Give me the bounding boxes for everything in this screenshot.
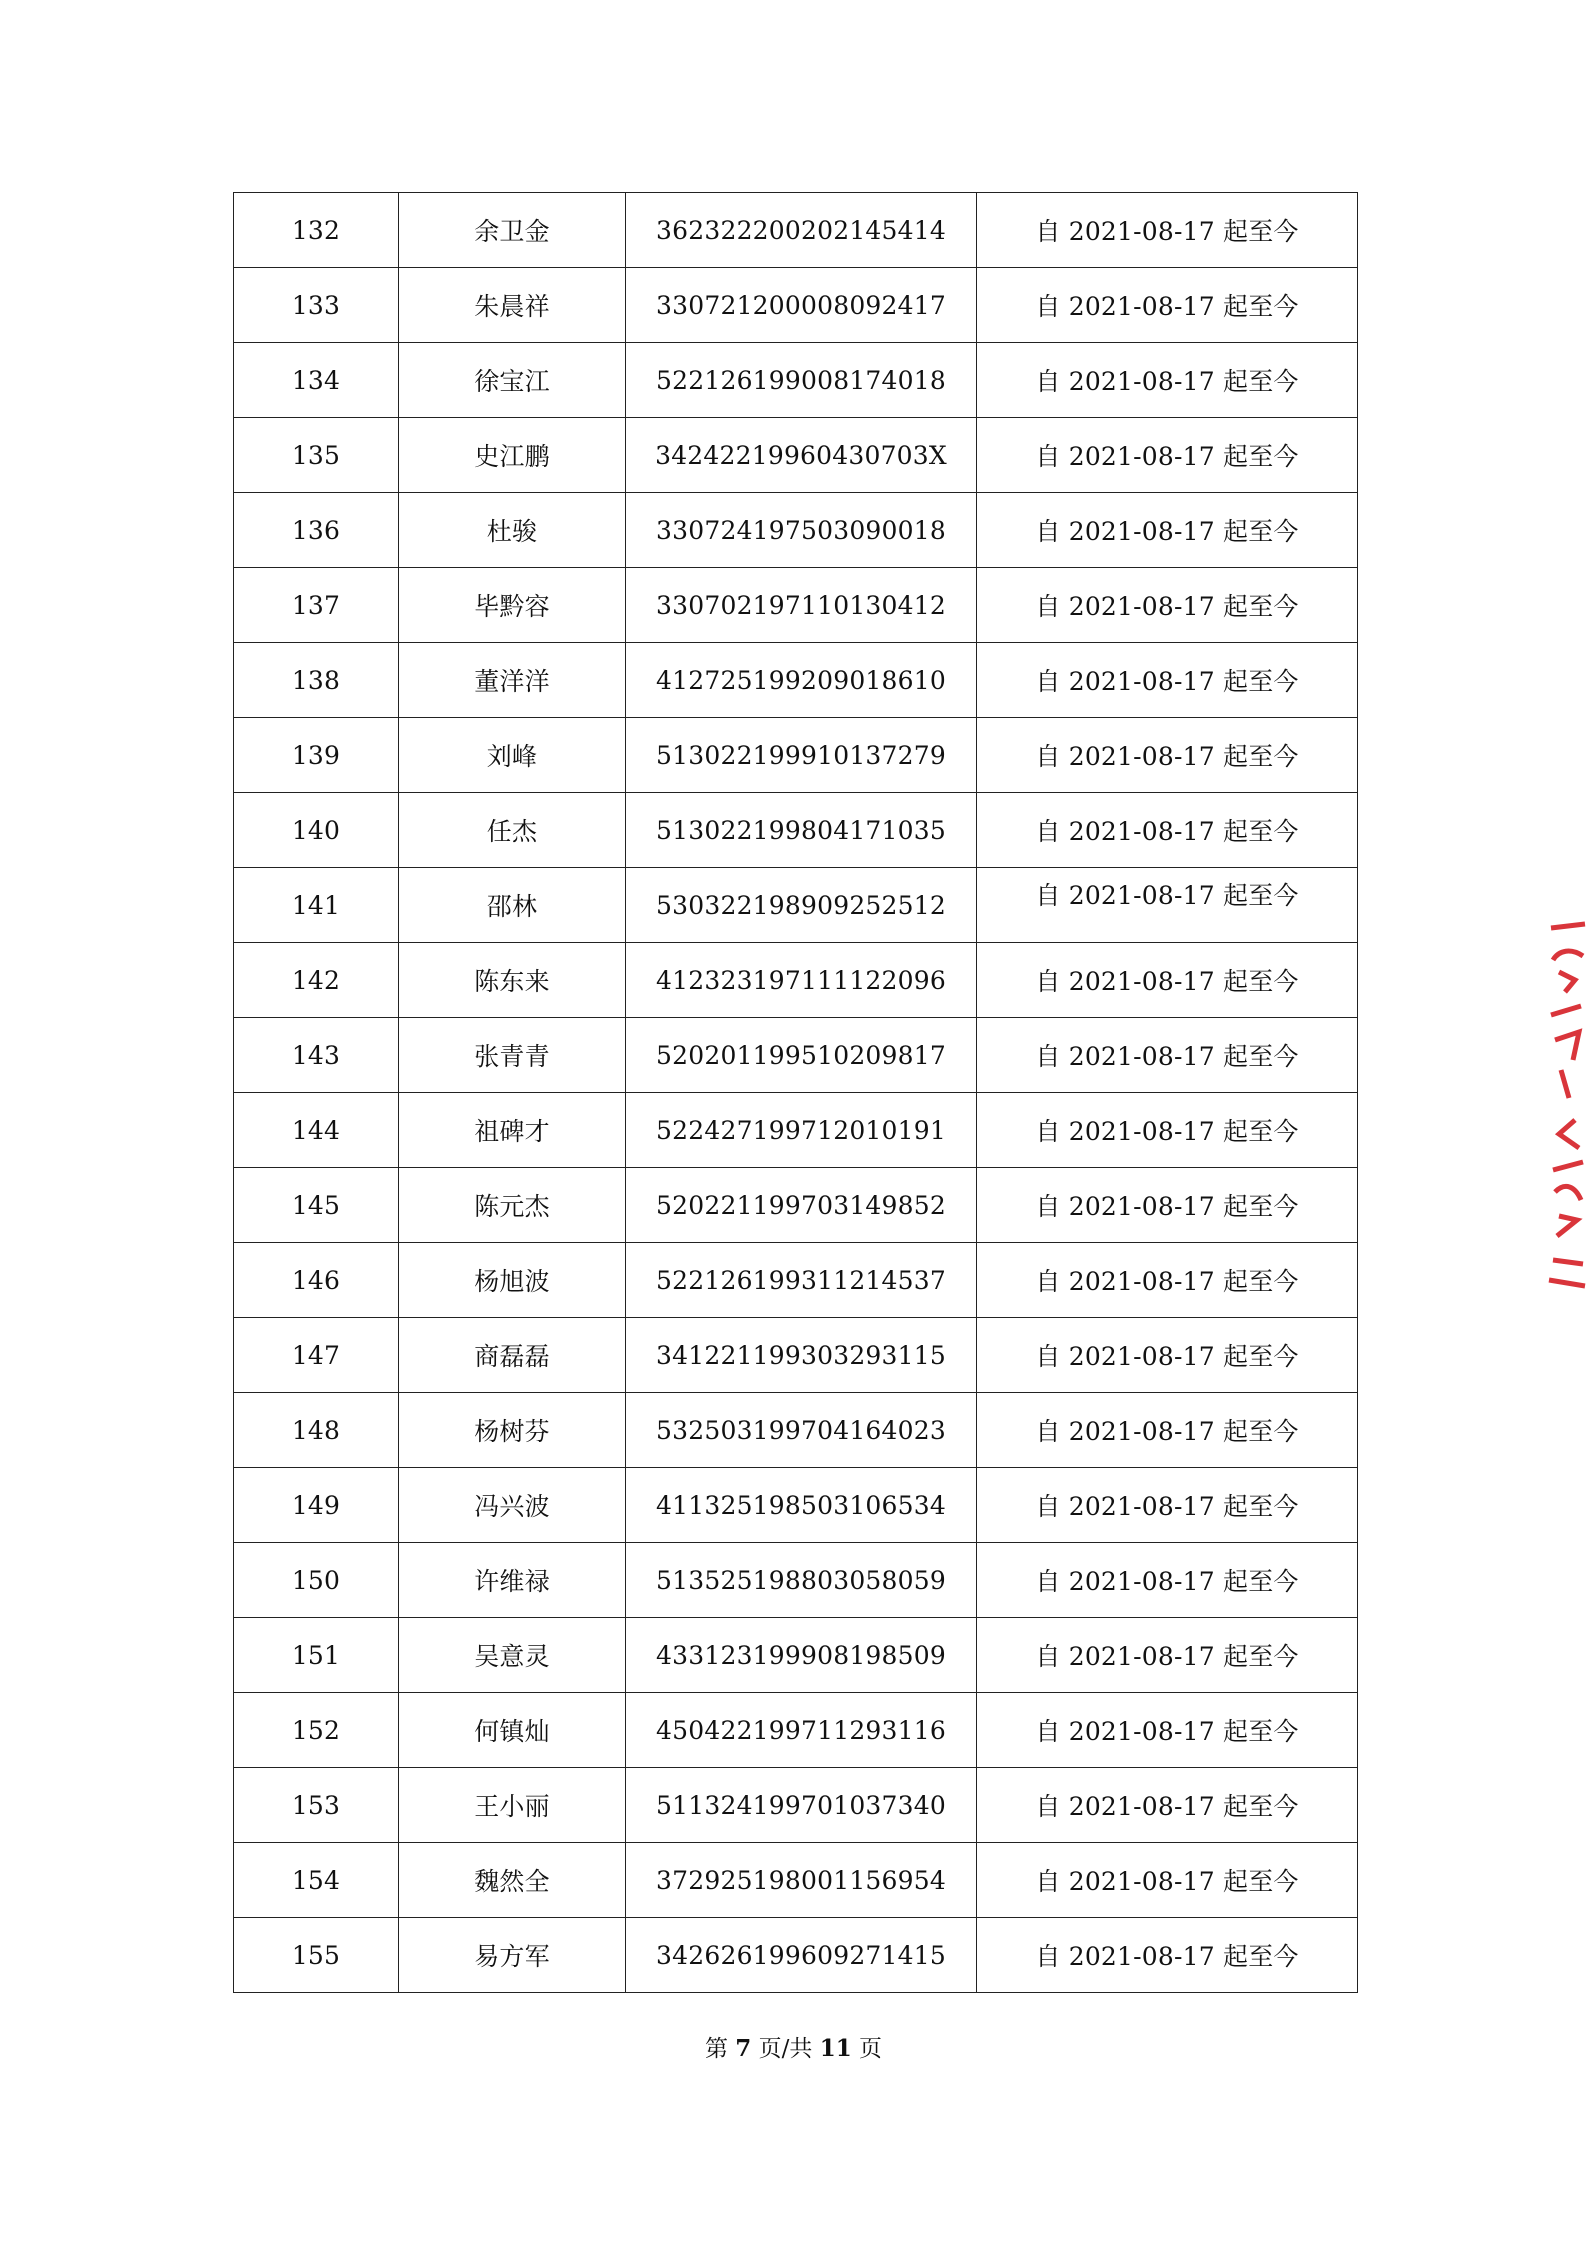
id-number-cell: 362322200202145414 (626, 193, 977, 268)
table-row (234, 1468, 1358, 1543)
name-cell: 史江鹏 (399, 418, 626, 493)
name-cell: 许维禄 (399, 1543, 626, 1618)
name-cell: 董洋洋 (399, 643, 626, 718)
row-number-cell: 142 (234, 943, 399, 1018)
row-number-cell: 133 (234, 268, 399, 343)
row-number-cell: 135 (234, 418, 399, 493)
table-row (234, 868, 1358, 943)
period-cell: 自 2021-08-17 起至今 (977, 1093, 1358, 1168)
table-row (234, 1618, 1358, 1693)
id-number-cell: 530322198909252512 (626, 868, 977, 943)
period-cell: 自 2021-08-17 起至今 (977, 1318, 1358, 1393)
name-cell: 张青青 (399, 1018, 626, 1093)
name-cell: 吴意灵 (399, 1618, 626, 1693)
period-cell: 自 2021-08-17 起至今 (977, 343, 1358, 418)
table-row (234, 1318, 1358, 1393)
id-number-cell: 450422199711293116 (626, 1693, 977, 1768)
table-row (234, 268, 1358, 343)
table-row (234, 1093, 1358, 1168)
name-cell: 何镇灿 (399, 1693, 626, 1768)
id-number-cell: 520201199510209817 (626, 1018, 977, 1093)
row-number-cell: 132 (234, 193, 399, 268)
current-page-number: 7 (735, 2035, 752, 2062)
table-row (234, 1693, 1358, 1768)
name-cell: 杜骏 (399, 493, 626, 568)
period-cell: 自 2021-08-17 起至今 (977, 943, 1358, 1018)
id-number-cell: 342626199609271415 (626, 1918, 977, 1993)
id-number-cell: 372925198001156954 (626, 1843, 977, 1918)
name-cell: 杨树芬 (399, 1393, 626, 1468)
row-number-cell: 153 (234, 1768, 399, 1843)
period-cell: 自 2021-08-17 起至今 (977, 1468, 1358, 1543)
name-cell: 易方军 (399, 1918, 626, 1993)
id-number-cell: 330702197110130412 (626, 568, 977, 643)
id-number-cell: 522126199311214537 (626, 1243, 977, 1318)
row-number-cell: 140 (234, 793, 399, 868)
name-cell: 刘峰 (399, 718, 626, 793)
personnel-table (233, 192, 1358, 1993)
row-number-cell: 155 (234, 1918, 399, 1993)
table-row (234, 568, 1358, 643)
table-row (234, 1918, 1358, 1993)
table-row (234, 1768, 1358, 1843)
id-number-cell: 412725199209018610 (626, 643, 977, 718)
row-number-cell: 154 (234, 1843, 399, 1918)
name-cell: 陈东来 (399, 943, 626, 1018)
name-cell: 邵林 (399, 868, 626, 943)
name-cell: 余卫金 (399, 193, 626, 268)
id-number-cell: 522427199712010191 (626, 1093, 977, 1168)
row-number-cell: 137 (234, 568, 399, 643)
row-number-cell: 149 (234, 1468, 399, 1543)
id-number-cell: 511324199701037340 (626, 1768, 977, 1843)
row-number-cell: 151 (234, 1618, 399, 1693)
id-number-cell: 532503199704164023 (626, 1393, 977, 1468)
name-cell: 冯兴波 (399, 1468, 626, 1543)
row-number-cell: 141 (234, 868, 399, 943)
page-footer (0, 2030, 1587, 2063)
id-number-cell: 330721200008092417 (626, 268, 977, 343)
name-cell: 祖碑才 (399, 1093, 626, 1168)
footer-suffix: 页 (859, 2036, 883, 2062)
period-cell: 自 2021-08-17 起至今 (977, 1168, 1358, 1243)
name-cell: 陈元杰 (399, 1168, 626, 1243)
id-number-cell: 513525198803058059 (626, 1543, 977, 1618)
period-cell: 自 2021-08-17 起至今 (977, 1018, 1358, 1093)
period-cell: 自 2021-08-17 起至今 (977, 793, 1358, 868)
row-number-cell: 145 (234, 1168, 399, 1243)
id-number-cell: 34242219960430703X (626, 418, 977, 493)
id-number-cell: 522126199008174018 (626, 343, 977, 418)
footer-prefix: 第 (704, 2036, 728, 2062)
period-cell: 自 2021-08-17 起至今 (977, 643, 1358, 718)
table-row (234, 1393, 1358, 1468)
row-number-cell: 147 (234, 1318, 399, 1393)
period-cell: 自 2021-08-17 起至今 (977, 1843, 1358, 1918)
row-number-cell: 146 (234, 1243, 399, 1318)
row-number-cell: 144 (234, 1093, 399, 1168)
table-row (234, 493, 1358, 568)
id-number-cell: 341221199303293115 (626, 1318, 977, 1393)
period-cell: 自 2021-08-17 起至今 (977, 418, 1358, 493)
table-row (234, 643, 1358, 718)
period-cell: 自 2021-08-17 起至今 (977, 1243, 1358, 1318)
name-cell: 朱晨祥 (399, 268, 626, 343)
row-number-cell: 152 (234, 1693, 399, 1768)
id-number-cell: 330724197503090018 (626, 493, 977, 568)
name-cell: 毕黔容 (399, 568, 626, 643)
row-number-cell: 139 (234, 718, 399, 793)
name-cell: 商磊磊 (399, 1318, 626, 1393)
table-row (234, 418, 1358, 493)
period-cell: 自 2021-08-17 起至今 (977, 1543, 1358, 1618)
period-cell: 自 2021-08-17 起至今 (977, 868, 1358, 943)
period-cell: 自 2021-08-17 起至今 (977, 1693, 1358, 1768)
table-row (234, 343, 1358, 418)
name-cell: 任杰 (399, 793, 626, 868)
table-row (234, 1543, 1358, 1618)
footer-middle: 页/共 (758, 2036, 813, 2062)
id-number-cell: 513022199910137279 (626, 718, 977, 793)
name-cell: 魏然全 (399, 1843, 626, 1918)
row-number-cell: 134 (234, 343, 399, 418)
id-number-cell: 513022199804171035 (626, 793, 977, 868)
period-cell: 自 2021-08-17 起至今 (977, 1918, 1358, 1993)
table-row (234, 1018, 1358, 1093)
table-row (234, 193, 1358, 268)
id-number-cell: 520221199703149852 (626, 1168, 977, 1243)
partial-seal-stamp (1545, 920, 1587, 1290)
table-row (234, 1843, 1358, 1918)
name-cell: 王小丽 (399, 1768, 626, 1843)
id-number-cell: 433123199908198509 (626, 1618, 977, 1693)
period-cell: 自 2021-08-17 起至今 (977, 568, 1358, 643)
period-cell: 自 2021-08-17 起至今 (977, 268, 1358, 343)
period-cell: 自 2021-08-17 起至今 (977, 1768, 1358, 1843)
period-cell: 自 2021-08-17 起至今 (977, 718, 1358, 793)
name-cell: 徐宝江 (399, 343, 626, 418)
total-pages-number: 11 (819, 2035, 852, 2062)
period-cell: 自 2021-08-17 起至今 (977, 1618, 1358, 1693)
table-row (234, 793, 1358, 868)
table-row (234, 1168, 1358, 1243)
row-number-cell: 138 (234, 643, 399, 718)
period-cell: 自 2021-08-17 起至今 (977, 1393, 1358, 1468)
row-number-cell: 143 (234, 1018, 399, 1093)
name-cell: 杨旭波 (399, 1243, 626, 1318)
id-number-cell: 412323197111122096 (626, 943, 977, 1018)
period-cell: 自 2021-08-17 起至今 (977, 493, 1358, 568)
table-row (234, 718, 1358, 793)
row-number-cell: 148 (234, 1393, 399, 1468)
row-number-cell: 136 (234, 493, 399, 568)
id-number-cell: 411325198503106534 (626, 1468, 977, 1543)
period-cell: 自 2021-08-17 起至今 (977, 193, 1358, 268)
row-number-cell: 150 (234, 1543, 399, 1618)
table-row (234, 1243, 1358, 1318)
table-row (234, 943, 1358, 1018)
personnel-table-body (234, 193, 1358, 1993)
